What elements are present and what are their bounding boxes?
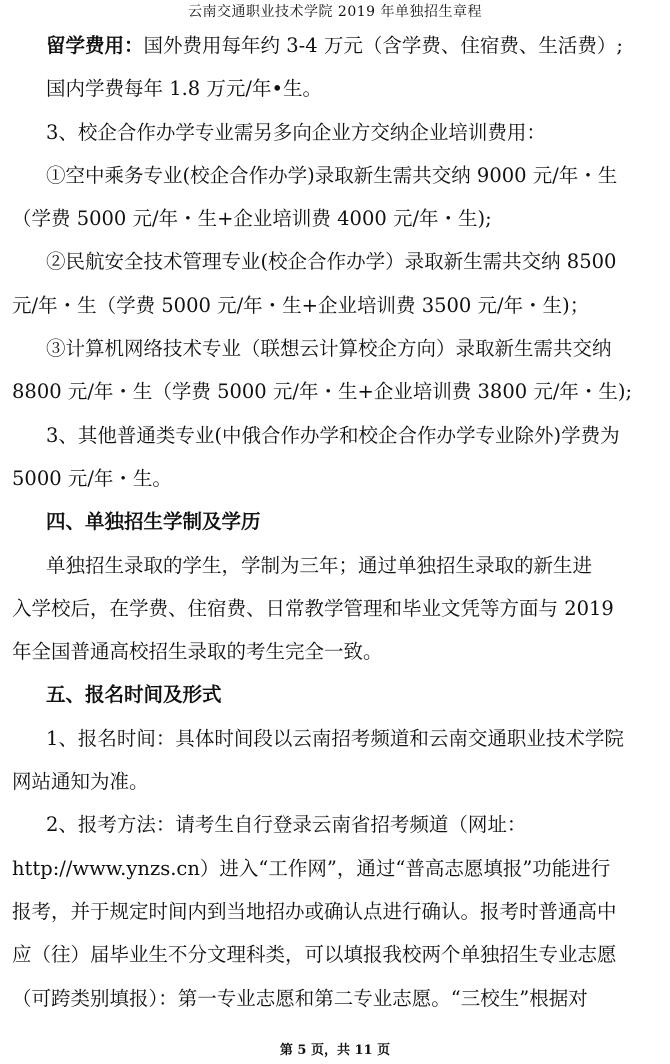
item-5-2-line-3: 报考，并于规定时间内到当地招办或确认点进行确认。报考时普通高中 xyxy=(12,899,617,923)
item-5-2-line-5: （可跨类别填报）：第一专业志愿和第二专业志愿。“三校生”根据对 xyxy=(12,986,588,1010)
section-4-heading: 四、单独招生学制及学历 xyxy=(46,510,261,534)
fees-line-2: 国内学费每年 1.8 万元/年•生。 xyxy=(46,77,322,101)
fees-line-1-text: 国外费用每年约 3-4 万元（含学费、住宿费、生活费）; xyxy=(143,34,623,57)
item-3-2-line-1: ②民航安全技术管理专业(校企合作办学）录取新生需共交纳 8500 xyxy=(46,250,617,274)
section-4-para-line-2: 入学校后，在学费、住宿费、日常教学管理和毕业文凭等方面与 2019 xyxy=(12,596,614,620)
section-5-heading: 五、报名时间及形式 xyxy=(46,683,222,707)
page-number: 第 5 页，共 11 页 xyxy=(279,1043,391,1058)
section-4-para-line-3: 年全国普通高校招生录取的考生完全一致。 xyxy=(12,640,383,664)
item-3-1-line-2: （学费 5000 元/年・生+企业培训费 4000 元/年・生); xyxy=(12,207,492,231)
fees-label: 留学费用： xyxy=(46,34,144,57)
item-5-2-line-1: 2、报考方法：请考生自行登录云南省招考频道（网址： xyxy=(46,813,527,837)
item-5-1-line-2: 网站通知为准。 xyxy=(12,770,149,794)
item-3-2-line-2: 元/年・生（学费 5000 元/年・生+企业培训费 3500 元/年・生)； xyxy=(12,293,590,317)
item-3-3-line-1: ③计算机网络技术专业（联想云计算校企方向）录取新生需共交纳 xyxy=(46,337,612,361)
page-header: 云南交通职业技术学院 2019 年单独招生章程 xyxy=(187,4,483,20)
item-3-3-line-2: 8800 元/年・生（学费 5000 元/年・生+企业培训费 3800 元/年・生); xyxy=(12,380,633,404)
section-4-para-line-1: 单独招生录取的学生，学制为三年；通过单独招生录取的新生进 xyxy=(46,553,593,577)
item-3b-line-1: 3、其他普通类专业(中俄合作办学和校企合作办学专业除外)学费为 xyxy=(46,423,620,447)
item-3-intro: 3、校企合作办学专业需另多向企业方交纳企业培训费用： xyxy=(46,120,546,144)
item-3-1-line-1: ①空中乘务专业(校企合作办学)录取新生需共交纳 9000 元/年・生 xyxy=(46,163,618,187)
item-5-2-line-4: 应（往）届毕业生不分文理科类，可以填报我校两个单独招生专业志愿 xyxy=(12,943,617,967)
document-body xyxy=(12,24,640,1020)
item-5-2-line-2: http://www.ynzs.cn）进入“工作网”，通过“普高志愿填报”功能进行 xyxy=(12,856,611,880)
fees-line-1 xyxy=(12,24,640,67)
item-5-1-line-1: 1、报名时间：具体时间段以云南招考频道和云南交通职业技术学院 xyxy=(46,726,624,750)
item-3b-line-2: 5000 元/年・生。 xyxy=(12,466,172,490)
